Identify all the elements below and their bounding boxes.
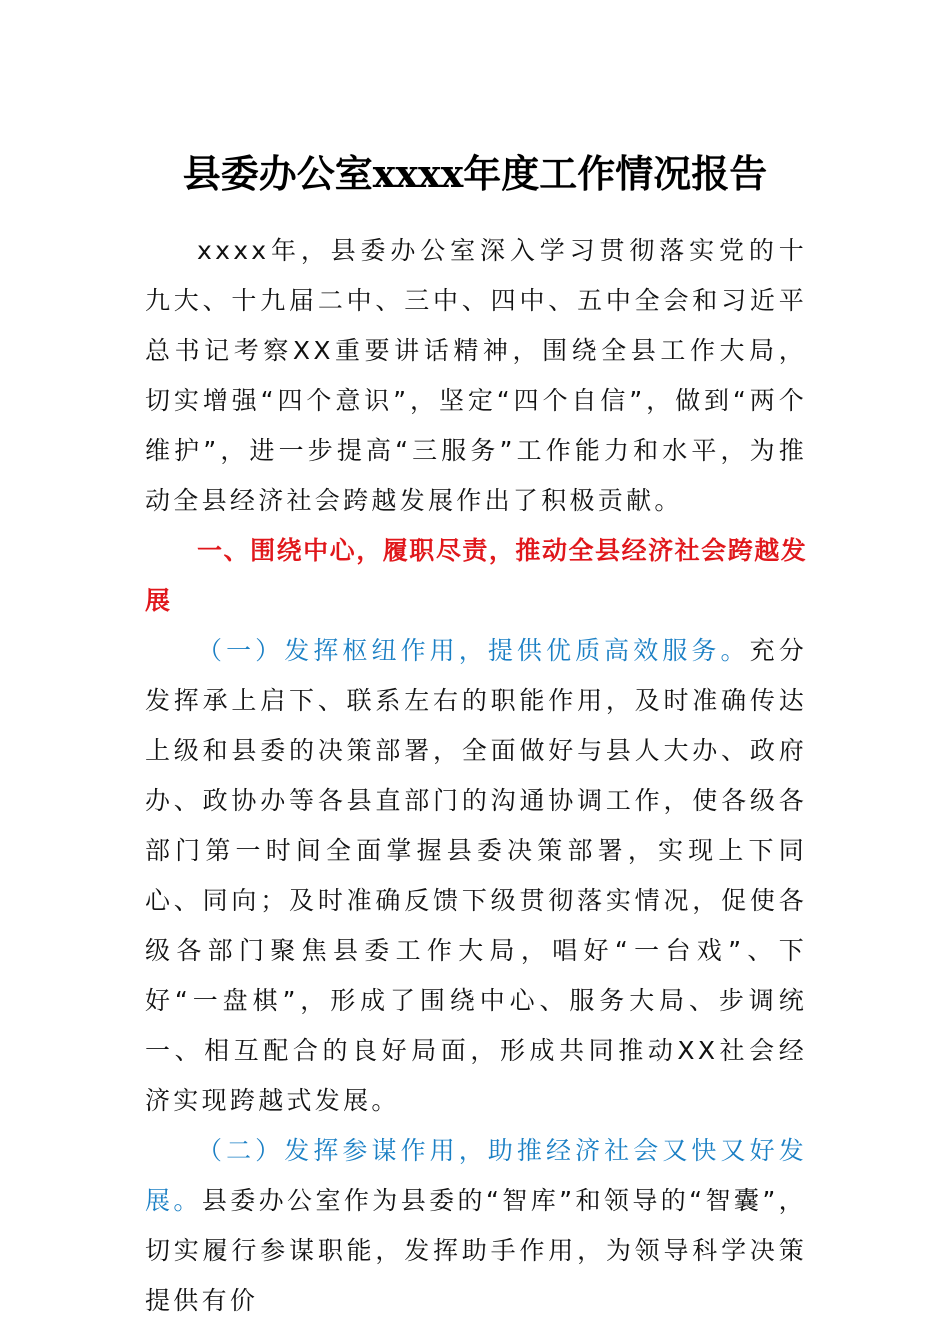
- section-heading: 一、围绕中心，履职尽责，推动全县经济社会跨越发展: [145, 536, 807, 615]
- subsection-paragraph-1: [145, 626, 807, 1126]
- document-title: 县委办公室xxxx年度工作情况报告: [182, 151, 768, 196]
- intro-paragraph: xxxx年，县委办公室深入学习贯彻落实党的十九大、十九届二中、三中、四中、五中全会和习近平总书记考察XX重要讲话精神，围绕全县工作大局，切实增强“四个意识”，坚定“四个自信”，做到“两个维护”，进一步提高“三服务”工作能力和水平，为推动全县经济社会跨越发展作出了积极贡献。: [145, 236, 807, 515]
- subsection-heading-2: （二）发挥参谋作用，助推经济社会又快又好发展。: [145, 1136, 807, 1215]
- subsection-text-1: 充分发挥承上启下、联系左右的职能作用，及时准确传达上级和县委的决策部署，全面做好与县人大办、政府办、政协办等各县直部门的沟通协调工作，使各级各部门第一时间全面掌握县委决策部署，实现上下同心、同向；及时准确反馈下级贯彻落实情况，促使各级各部门聚焦县委工作大局，唱好“一台戏”、下好“一盘棋”，形成了围绕中心、服务大局、步调统一、相互配合的良好局面，形成共同推动XX社会经济实现跨越式发展。: [145, 636, 807, 1115]
- subsection-paragraph-2: [145, 1126, 807, 1326]
- document-body: [145, 226, 807, 1326]
- subsection-heading-1: （一）发挥枢纽作用，提供优质高效服务。: [197, 636, 750, 665]
- subsection-text-2: 县委办公室作为县委的“智库”和领导的“智囊”，切实履行参谋职能，发挥助手作用，为领导科学决策提供有价: [145, 1186, 807, 1315]
